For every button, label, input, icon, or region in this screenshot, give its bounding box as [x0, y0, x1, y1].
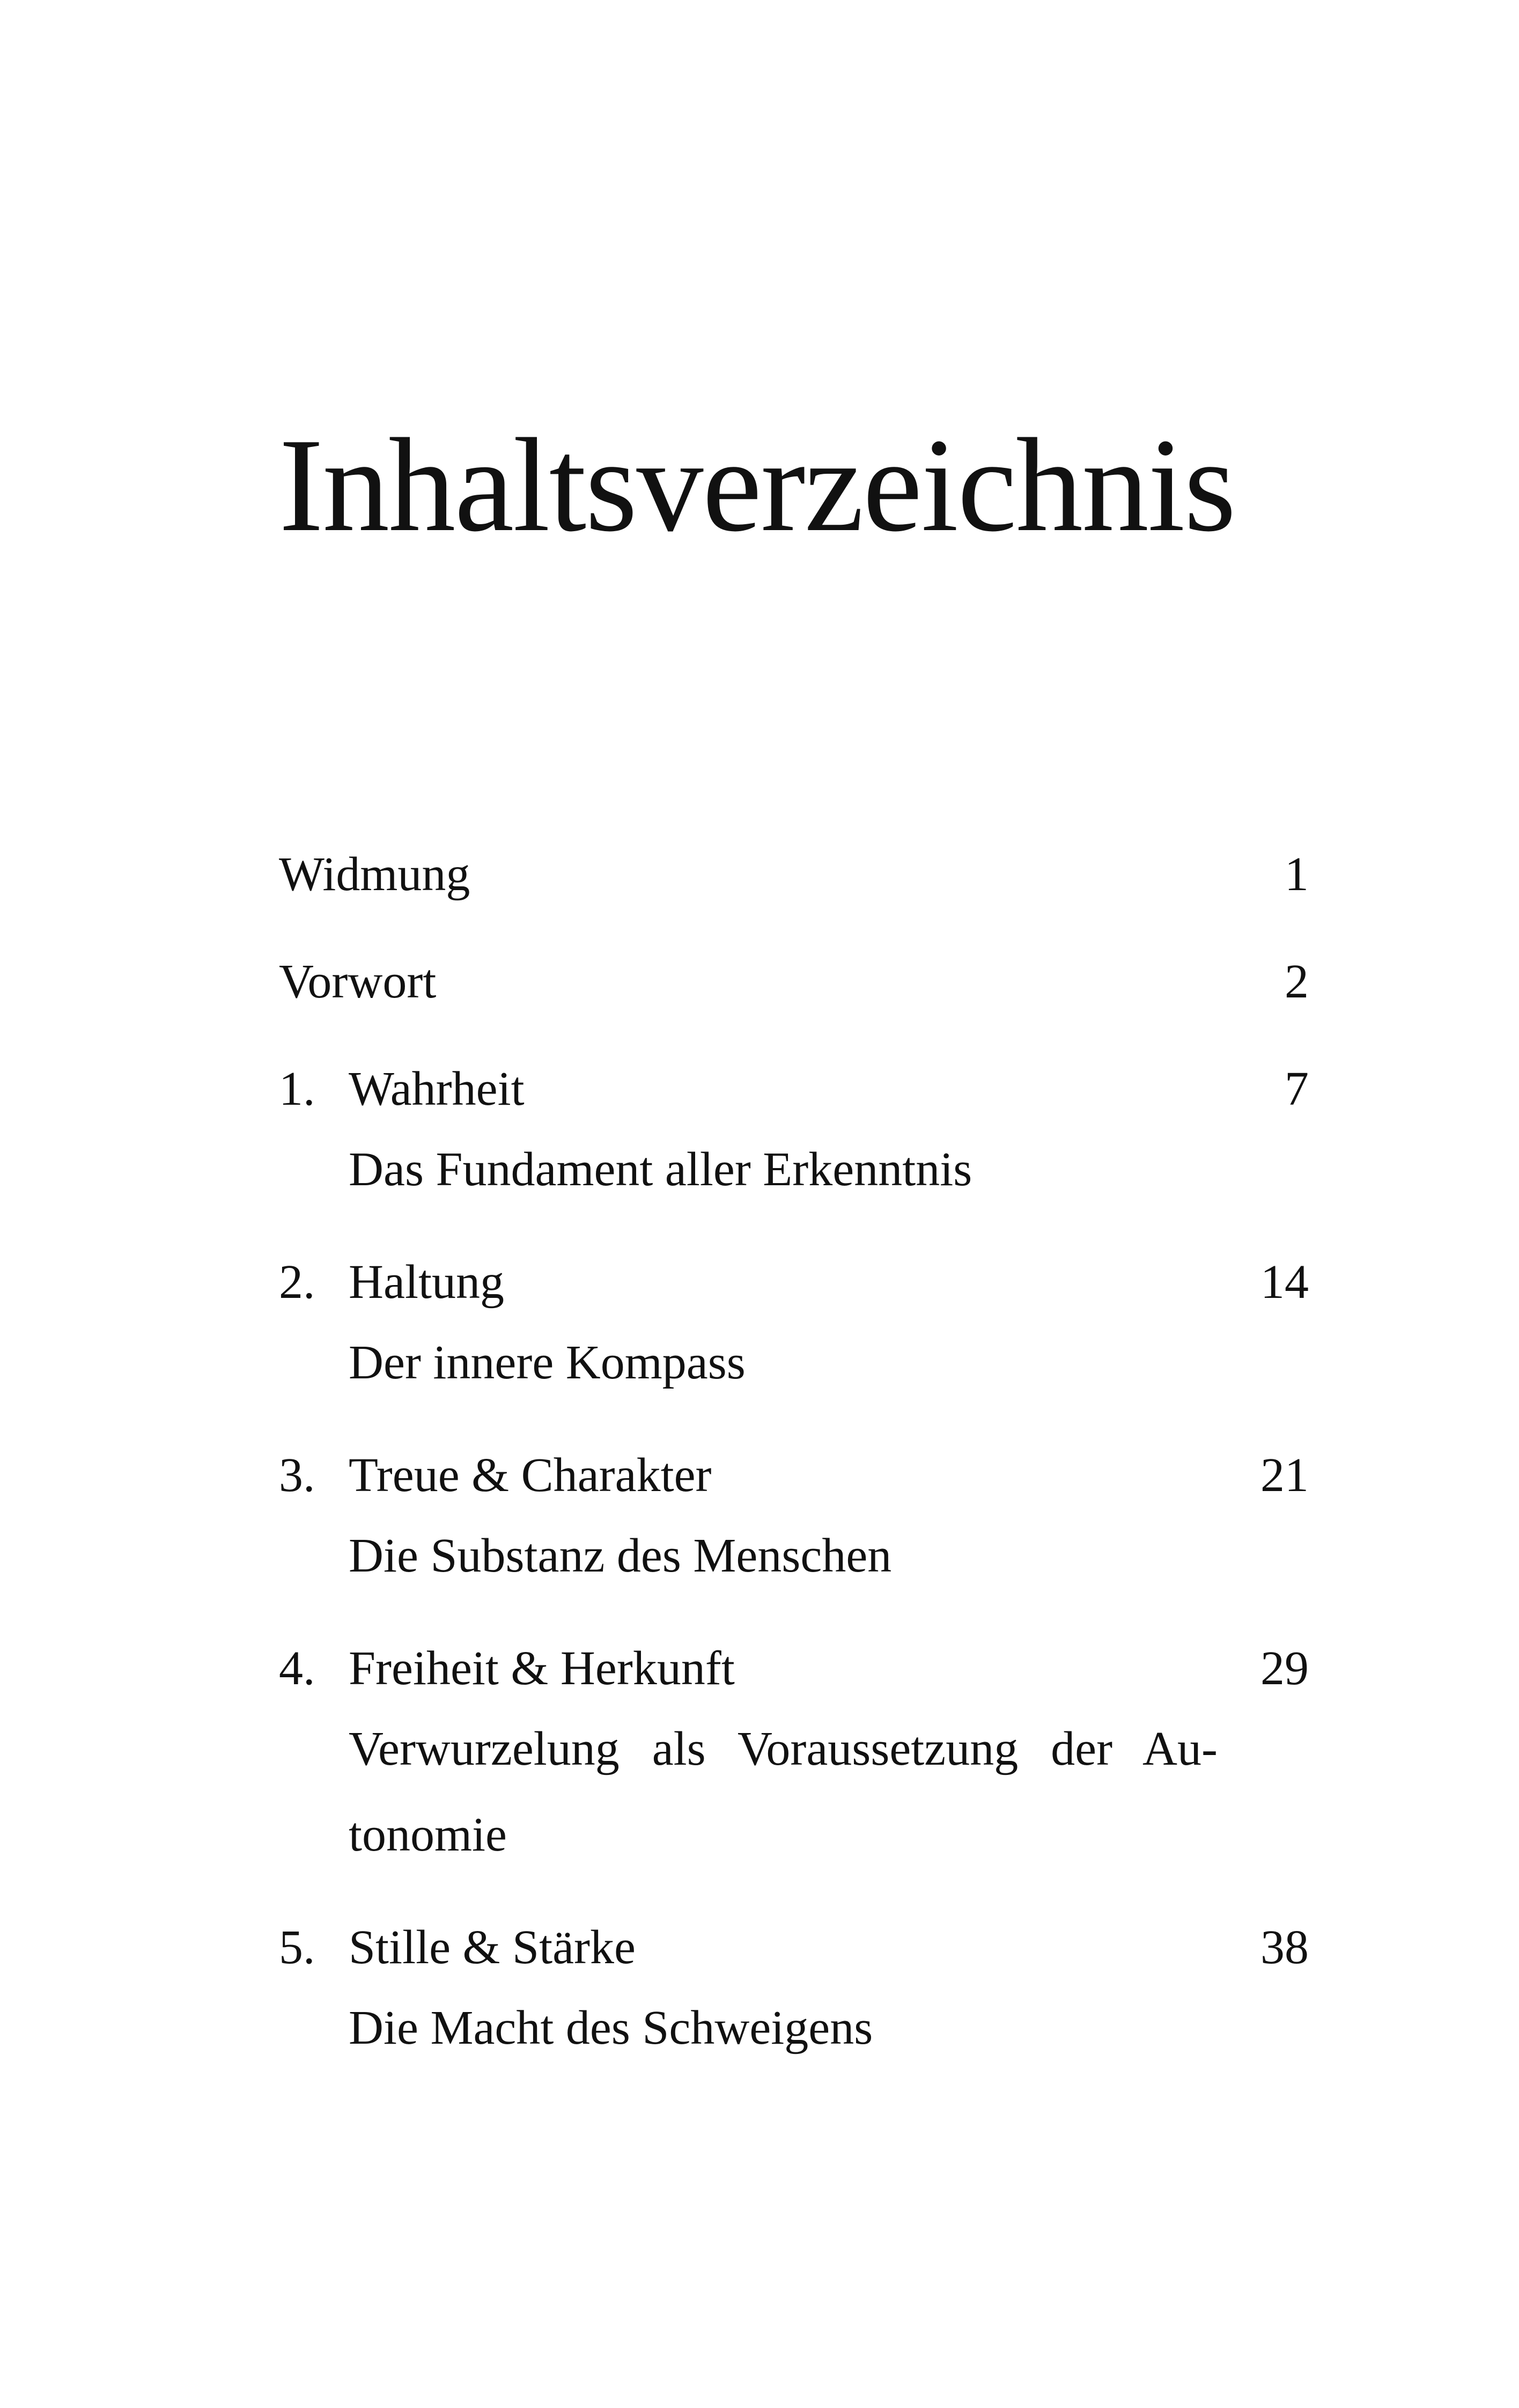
toc-entry-chapter-5[interactable]	[279, 1910, 1309, 2071]
toc-entry-subtitle: Die Macht des Schweigens	[349, 2001, 873, 2054]
toc-entry-page: 7	[1285, 1062, 1309, 1115]
toc-entry-page: 2	[1285, 955, 1309, 1008]
toc-entry-label: Wahrheit	[349, 1062, 525, 1115]
table-of-contents	[279, 837, 1309, 2103]
toc-entry-subtitle-continued: tonomie	[349, 1808, 507, 1861]
toc-entry-number: 2.	[279, 1256, 315, 1309]
toc-entry-subtitle: Die Substanz des Menschen	[349, 1529, 892, 1582]
page-title: Inhaltsverzeichnis	[279, 411, 1235, 560]
toc-entry-number: 4.	[279, 1642, 315, 1695]
toc-entry-subtitle: Das Fundament aller Erkenntnis	[349, 1143, 972, 1196]
toc-entry-label: Vorwort	[279, 955, 437, 1008]
toc-entry-label: Stille & Stärke	[349, 1921, 636, 1974]
toc-entry-label: Treue & Charakter	[349, 1449, 712, 1502]
toc-entry-page: 1	[1285, 848, 1309, 901]
toc-entry-subtitle: Der innere Kompass	[349, 1336, 746, 1389]
toc-entry-page: 38	[1260, 1921, 1309, 1974]
toc-entry-number: 5.	[279, 1921, 315, 1974]
toc-entry-page: 21	[1260, 1449, 1309, 1502]
toc-entry-page: 14	[1260, 1256, 1309, 1309]
toc-entry-label: Widmung	[279, 848, 470, 901]
toc-entry-widmung[interactable]	[279, 837, 1309, 912]
toc-entry-chapter-1[interactable]	[279, 1052, 1309, 1213]
toc-entry-number: 3.	[279, 1449, 315, 1502]
toc-entry-page: 29	[1260, 1642, 1309, 1695]
toc-entry-vorwort[interactable]	[279, 944, 1309, 1019]
toc-entry-label: Freiheit & Herkunft	[349, 1642, 735, 1695]
toc-entry-chapter-4[interactable]	[279, 1631, 1309, 1878]
toc-entry-chapter-3[interactable]	[279, 1438, 1309, 1599]
toc-entry-number: 1.	[279, 1062, 315, 1115]
toc-entry-label: Haltung	[349, 1256, 504, 1309]
toc-entry-subtitle: Verwurzelung als Voraussetzung der Au-	[349, 1722, 1218, 1775]
toc-entry-chapter-2[interactable]	[279, 1245, 1309, 1406]
